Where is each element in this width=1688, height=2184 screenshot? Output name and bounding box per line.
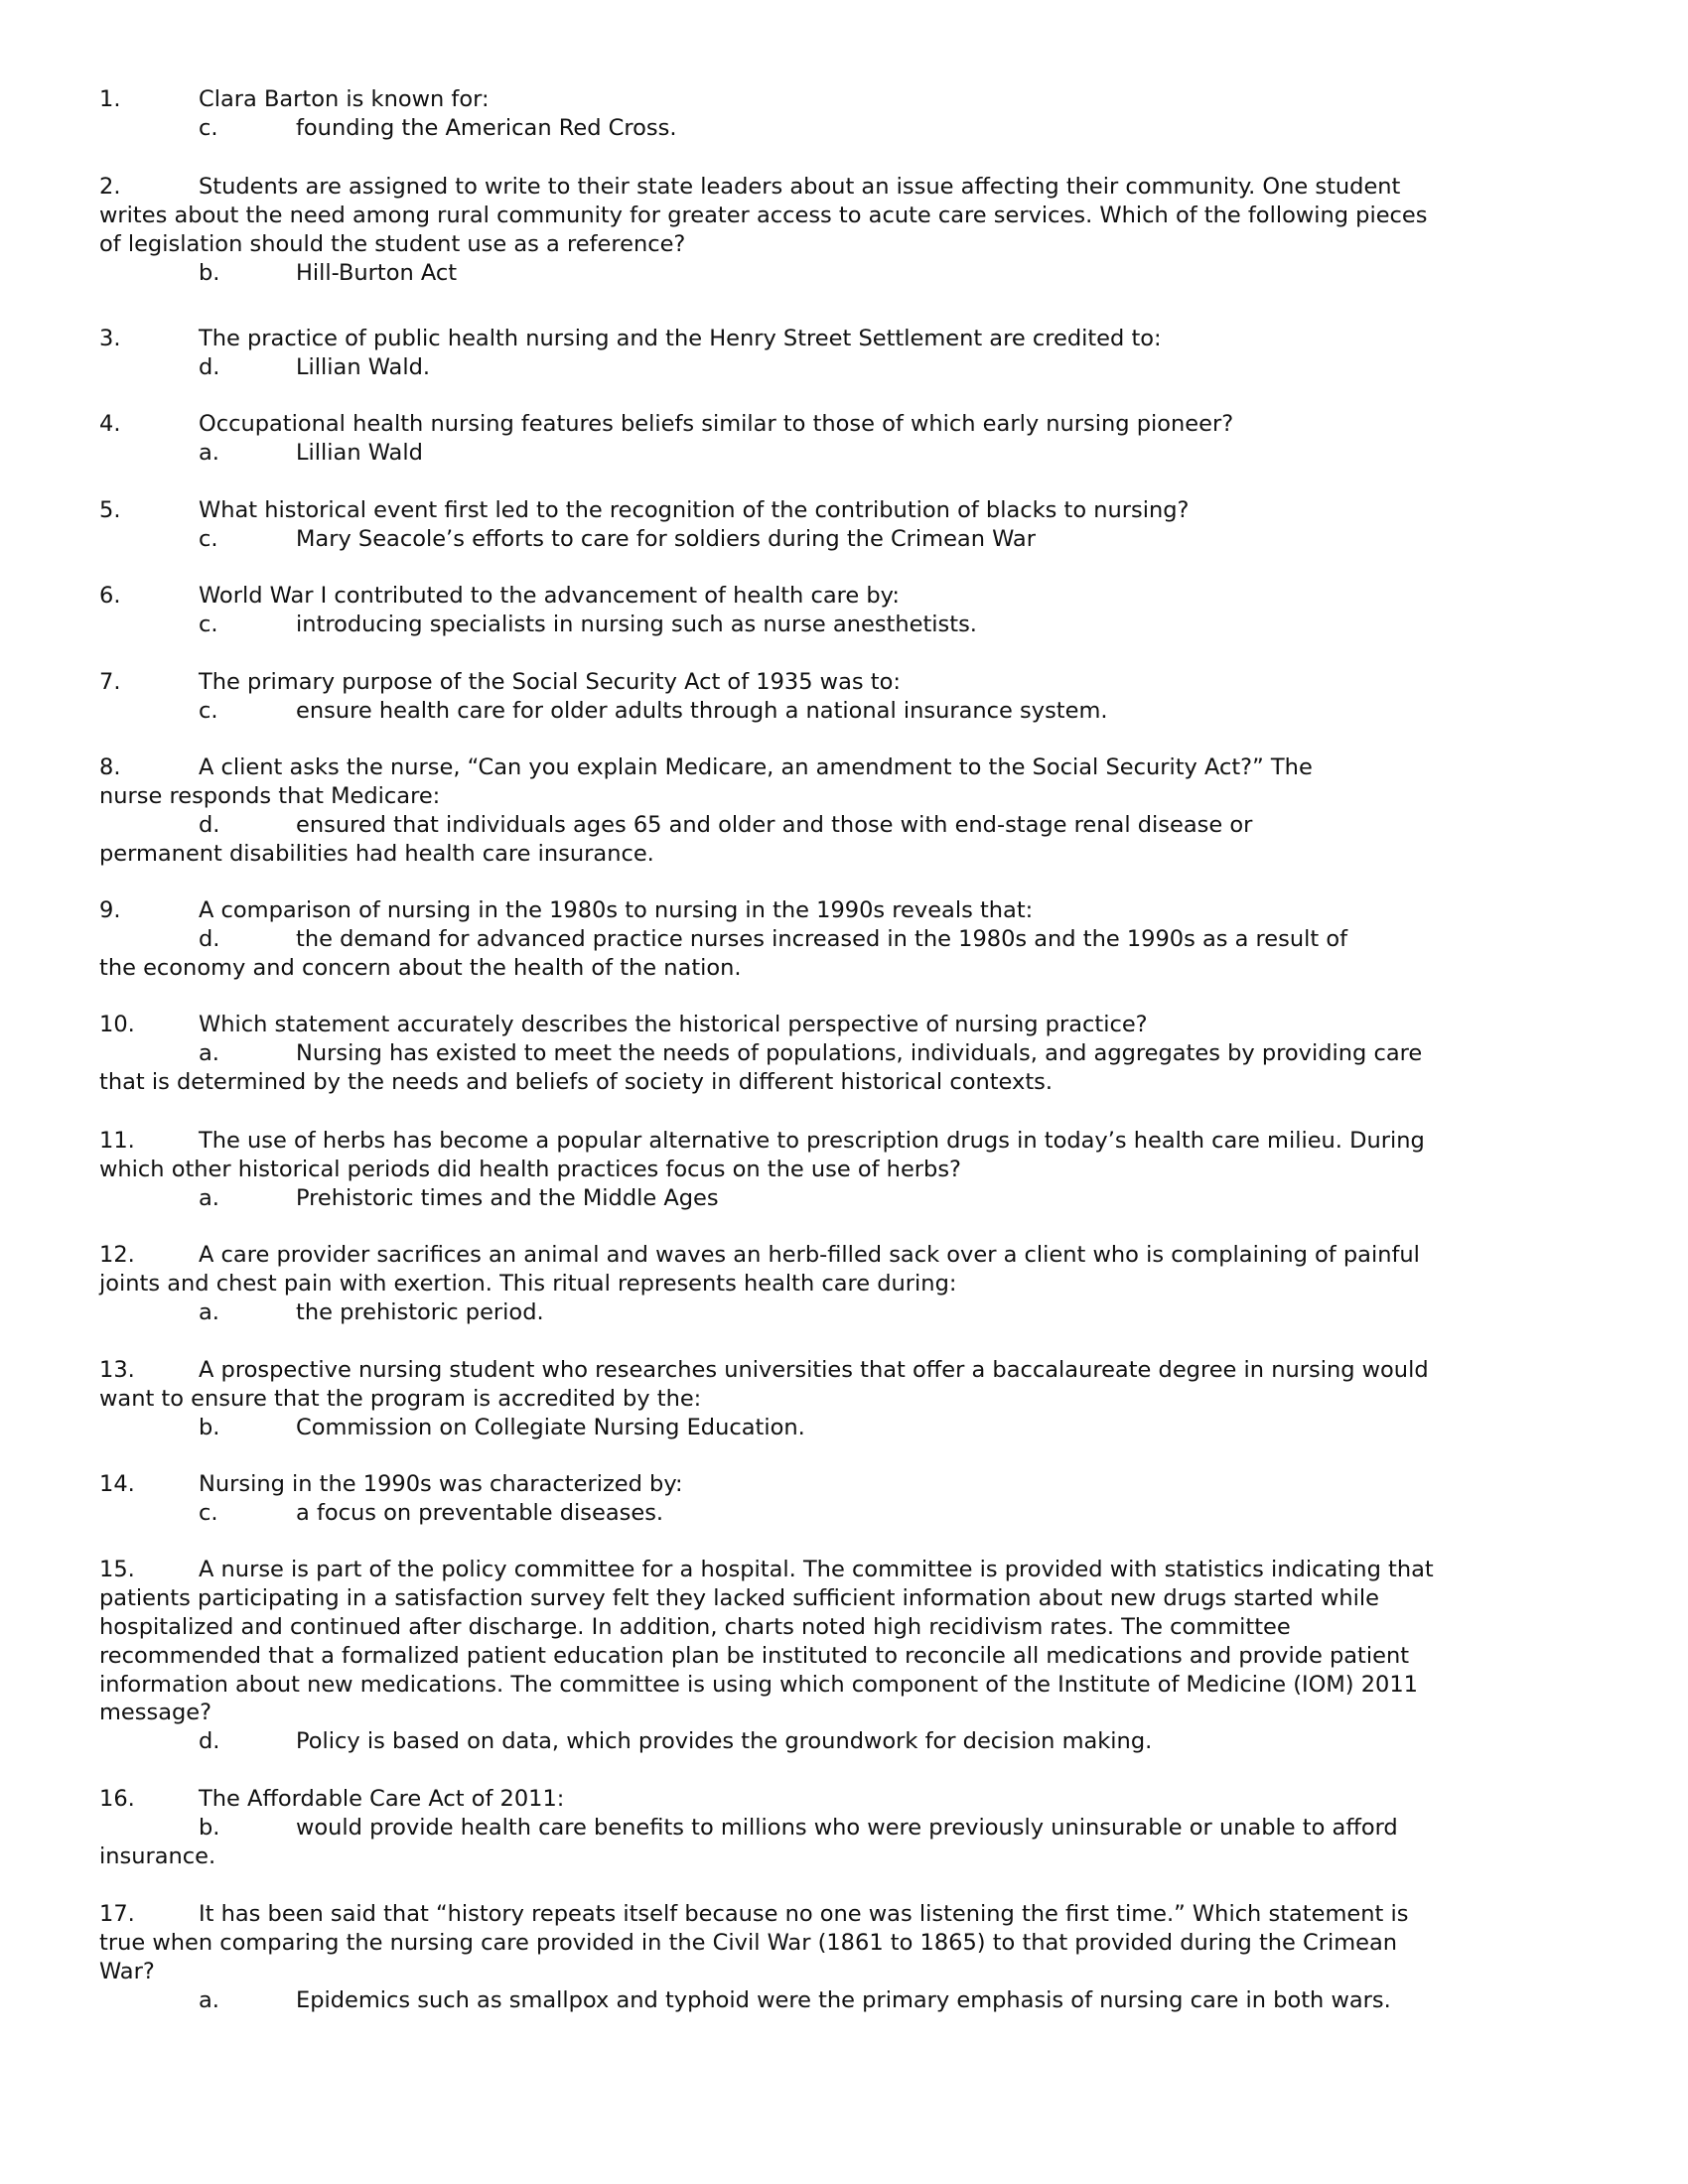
question-stem-first-line bbox=[99, 496, 1579, 525]
question-stem-line bbox=[99, 1385, 1579, 1414]
question-stem-first-line bbox=[99, 582, 1579, 611]
answer-text: would provide health care benefits to millions who were previously uninsurable or unable to afford bbox=[296, 1814, 1398, 1841]
answer-first-line bbox=[99, 353, 1579, 382]
answer-letter: c. bbox=[199, 114, 218, 141]
question-block bbox=[99, 582, 1579, 639]
answer-first-line bbox=[99, 1814, 1579, 1843]
question-stem-line bbox=[99, 1929, 1579, 1958]
question-text: A nurse is part of the policy committee for a hospital. The committee is provided with statistics indicating that bbox=[199, 1557, 1434, 1582]
question-stem-first-line bbox=[99, 1127, 1579, 1156]
answer-first-line bbox=[99, 1986, 1579, 2015]
question-block bbox=[99, 496, 1579, 554]
question-block bbox=[99, 410, 1579, 468]
question-block bbox=[99, 1785, 1579, 1871]
answer-letter: b. bbox=[199, 1814, 220, 1841]
answer-first-line bbox=[99, 439, 1579, 468]
answer-letter: a. bbox=[199, 1184, 219, 1211]
question-stem-first-line bbox=[99, 668, 1579, 697]
answer-continuation-line bbox=[99, 840, 1579, 869]
answer-letter: d. bbox=[199, 925, 220, 952]
question-block bbox=[99, 1011, 1579, 1097]
answer-text: Hill-Burton Act bbox=[296, 259, 458, 286]
question-block bbox=[99, 325, 1579, 382]
question-text: World War I contributed to the advancement of health care by: bbox=[199, 583, 900, 609]
answer-continuation-line bbox=[99, 1068, 1579, 1097]
answer-letter: d. bbox=[199, 1728, 220, 1755]
question-block bbox=[99, 753, 1579, 869]
question-number: 11. bbox=[99, 1128, 135, 1154]
question-text: A client asks the nurse, “Can you explain Medicare, an amendment to the Social Security Act?” The bbox=[199, 754, 1313, 780]
answer-continuation-line bbox=[99, 954, 1579, 983]
question-stem-first-line bbox=[99, 85, 1579, 114]
question-text: message? bbox=[99, 1700, 212, 1726]
question-number: 9. bbox=[99, 897, 121, 923]
question-text: A prospective nursing student who researches universities that offer a baccalaureate degree in nursing would bbox=[199, 1357, 1429, 1383]
question-number: 14. bbox=[99, 1471, 135, 1497]
answer-first-line bbox=[99, 259, 1579, 288]
question-text: Students are assigned to write to their state leaders about an issue affecting their community. One student bbox=[199, 174, 1401, 200]
answer-text: ensured that individuals ages 65 and older and those with end-stage renal disease or bbox=[296, 811, 1253, 838]
question-text: The Affordable Care Act of 2011: bbox=[199, 1786, 565, 1812]
question-number: 2. bbox=[99, 174, 121, 200]
question-number: 17. bbox=[99, 1901, 135, 1927]
answer-text: introducing specialists in nursing such as nurse anesthetists. bbox=[296, 611, 977, 637]
answer-letter: b. bbox=[199, 259, 220, 286]
answer-first-line bbox=[99, 114, 1579, 143]
answer-text: Policy is based on data, which provides the groundwork for decision making. bbox=[296, 1728, 1153, 1755]
question-stem-line bbox=[99, 1958, 1579, 1986]
question-stem-line bbox=[99, 1584, 1579, 1613]
question-text: writes about the need among rural community for greater access to acute care services. Which of the following pieces bbox=[99, 202, 1428, 228]
question-number: 15. bbox=[99, 1557, 135, 1582]
answer-letter: d. bbox=[199, 353, 220, 380]
question-number: 4. bbox=[99, 411, 121, 437]
question-number: 3. bbox=[99, 326, 121, 351]
answer-text: founding the American Red Cross. bbox=[296, 114, 677, 141]
question-text: want to ensure that the program is accredited by the: bbox=[99, 1385, 702, 1412]
answer-first-line bbox=[99, 925, 1579, 954]
answer-text: Epidemics such as smallpox and typhoid were the primary emphasis of nursing care in both wars. bbox=[296, 1986, 1391, 2013]
question-number: 7. bbox=[99, 669, 121, 695]
answer-first-line bbox=[99, 1298, 1579, 1327]
question-stem-first-line bbox=[99, 753, 1579, 782]
answer-text: Mary Seacole’s efforts to care for soldiers during the Crimean War bbox=[296, 525, 1036, 552]
answer-text: a focus on preventable diseases. bbox=[296, 1499, 664, 1526]
question-number: 10. bbox=[99, 1012, 135, 1037]
question-text: hospitalized and continued after discharge. In addition, charts noted high recidivism rates. The committee bbox=[99, 1613, 1291, 1640]
answer-text: the economy and concern about the health of the nation. bbox=[99, 954, 742, 981]
question-number: 6. bbox=[99, 583, 121, 609]
question-text: A comparison of nursing in the 1980s to nursing in the 1990s reveals that: bbox=[199, 897, 1034, 923]
question-text: joints and chest pain with exertion. This ritual represents health care during: bbox=[99, 1270, 957, 1297]
question-stem-first-line bbox=[99, 325, 1579, 353]
answer-letter: b. bbox=[199, 1414, 220, 1440]
question-number: 16. bbox=[99, 1786, 135, 1812]
question-block bbox=[99, 1356, 1579, 1442]
answer-text: that is determined by the needs and beliefs of society in different historical contexts. bbox=[99, 1068, 1054, 1095]
question-stem-first-line bbox=[99, 1556, 1579, 1584]
answer-first-line bbox=[99, 1184, 1579, 1213]
question-text: A care provider sacrifices an animal and waves an herb-filled sack over a client who is complaining of painful bbox=[199, 1242, 1420, 1268]
answer-letter: a. bbox=[199, 439, 219, 466]
question-stem-first-line bbox=[99, 896, 1579, 925]
question-block bbox=[99, 1556, 1579, 1756]
question-text: Occupational health nursing features beliefs similar to those of which early nursing pioneer? bbox=[199, 411, 1234, 437]
question-stem-first-line bbox=[99, 1900, 1579, 1929]
answer-text: the prehistoric period. bbox=[296, 1298, 544, 1325]
question-block bbox=[99, 1900, 1579, 2015]
answer-text: Prehistoric times and the Middle Ages bbox=[296, 1184, 719, 1211]
question-number: 8. bbox=[99, 754, 121, 780]
question-stem-line bbox=[99, 202, 1579, 230]
question-text: War? bbox=[99, 1958, 155, 1984]
answer-text: Lillian Wald. bbox=[296, 353, 431, 380]
question-block bbox=[99, 1470, 1579, 1528]
answer-letter: a. bbox=[199, 1039, 219, 1066]
question-stem-first-line bbox=[99, 410, 1579, 439]
question-block bbox=[99, 1127, 1579, 1213]
question-stem-first-line bbox=[99, 1470, 1579, 1499]
question-block bbox=[99, 173, 1579, 288]
question-text: patients participating in a satisfaction survey felt they lacked sufficient information about new drugs started while bbox=[99, 1584, 1380, 1611]
question-stem-line bbox=[99, 782, 1579, 811]
answer-first-line bbox=[99, 1039, 1579, 1068]
question-stem-line bbox=[99, 1613, 1579, 1642]
answer-letter: c. bbox=[199, 1499, 218, 1526]
answer-continuation-line bbox=[99, 1843, 1579, 1871]
question-text: Which statement accurately describes the historical perspective of nursing practice? bbox=[199, 1012, 1148, 1037]
answer-letter: c. bbox=[199, 611, 218, 637]
answer-first-line bbox=[99, 611, 1579, 639]
question-text: Clara Barton is known for: bbox=[199, 86, 490, 112]
question-text: true when comparing the nursing care provided in the Civil War (1861 to 1865) to that provided during the Crimean bbox=[99, 1929, 1398, 1956]
question-stem-line bbox=[99, 1699, 1579, 1727]
question-text: The use of herbs has become a popular alternative to prescription drugs in today’s health care milieu. During bbox=[199, 1128, 1425, 1154]
question-text: What historical event first led to the recognition of the contribution of blacks to nursing? bbox=[199, 497, 1190, 523]
question-stem-line bbox=[99, 1642, 1579, 1671]
answer-text: Nursing has existed to meet the needs of populations, individuals, and aggregates by providing care bbox=[296, 1039, 1423, 1066]
question-block bbox=[99, 668, 1579, 726]
answer-first-line bbox=[99, 1414, 1579, 1442]
question-block bbox=[99, 85, 1579, 143]
answer-letter: c. bbox=[199, 525, 218, 552]
answer-letter: a. bbox=[199, 1986, 219, 2013]
answer-first-line bbox=[99, 811, 1579, 840]
question-stem-line bbox=[99, 230, 1579, 259]
answer-text: insurance. bbox=[99, 1843, 216, 1869]
question-stem-first-line bbox=[99, 1241, 1579, 1270]
answer-text: ensure health care for older adults through a national insurance system. bbox=[296, 697, 1108, 724]
question-text: information about new medications. The committee is using which component of the Institute of Medicine (IOM) 2011 bbox=[99, 1671, 1418, 1698]
answer-text: Lillian Wald bbox=[296, 439, 423, 466]
question-text: The primary purpose of the Social Security Act of 1935 was to: bbox=[199, 669, 901, 695]
answer-text: Commission on Collegiate Nursing Education. bbox=[296, 1414, 805, 1440]
answer-letter: a. bbox=[199, 1298, 219, 1325]
question-stem-first-line bbox=[99, 1785, 1579, 1814]
question-text: nurse responds that Medicare: bbox=[99, 782, 441, 809]
question-text: Nursing in the 1990s was characterized by: bbox=[199, 1471, 683, 1497]
question-block bbox=[99, 896, 1579, 983]
question-stem-first-line bbox=[99, 173, 1579, 202]
question-text: It has been said that “history repeats itself because no one was listening the first time.” Which statement is bbox=[199, 1901, 1409, 1927]
question-stem-first-line bbox=[99, 1011, 1579, 1039]
question-number: 12. bbox=[99, 1242, 135, 1268]
answer-first-line bbox=[99, 697, 1579, 726]
question-number: 13. bbox=[99, 1357, 135, 1383]
answer-text: the demand for advanced practice nurses increased in the 1980s and the 1990s as a result of bbox=[296, 925, 1348, 952]
question-stem-line bbox=[99, 1671, 1579, 1700]
answer-text: permanent disabilities had health care insurance. bbox=[99, 840, 654, 867]
answer-letter: c. bbox=[199, 697, 218, 724]
answer-first-line bbox=[99, 525, 1579, 554]
answer-letter: d. bbox=[199, 811, 220, 838]
question-number: 1. bbox=[99, 86, 121, 112]
question-text: recommended that a formalized patient education plan be instituted to reconcile all medications and provide patient bbox=[99, 1642, 1410, 1669]
question-text: The practice of public health nursing and the Henry Street Settlement are credited to: bbox=[199, 326, 1162, 351]
question-stem-first-line bbox=[99, 1356, 1579, 1385]
question-block bbox=[99, 1241, 1579, 1327]
question-stem-line bbox=[99, 1156, 1579, 1184]
answer-first-line bbox=[99, 1499, 1579, 1528]
answer-first-line bbox=[99, 1727, 1579, 1756]
question-text: which other historical periods did health practices focus on the use of herbs? bbox=[99, 1156, 961, 1182]
question-text: of legislation should the student use as a reference? bbox=[99, 230, 686, 257]
question-number: 5. bbox=[99, 497, 121, 523]
question-stem-line bbox=[99, 1270, 1579, 1298]
